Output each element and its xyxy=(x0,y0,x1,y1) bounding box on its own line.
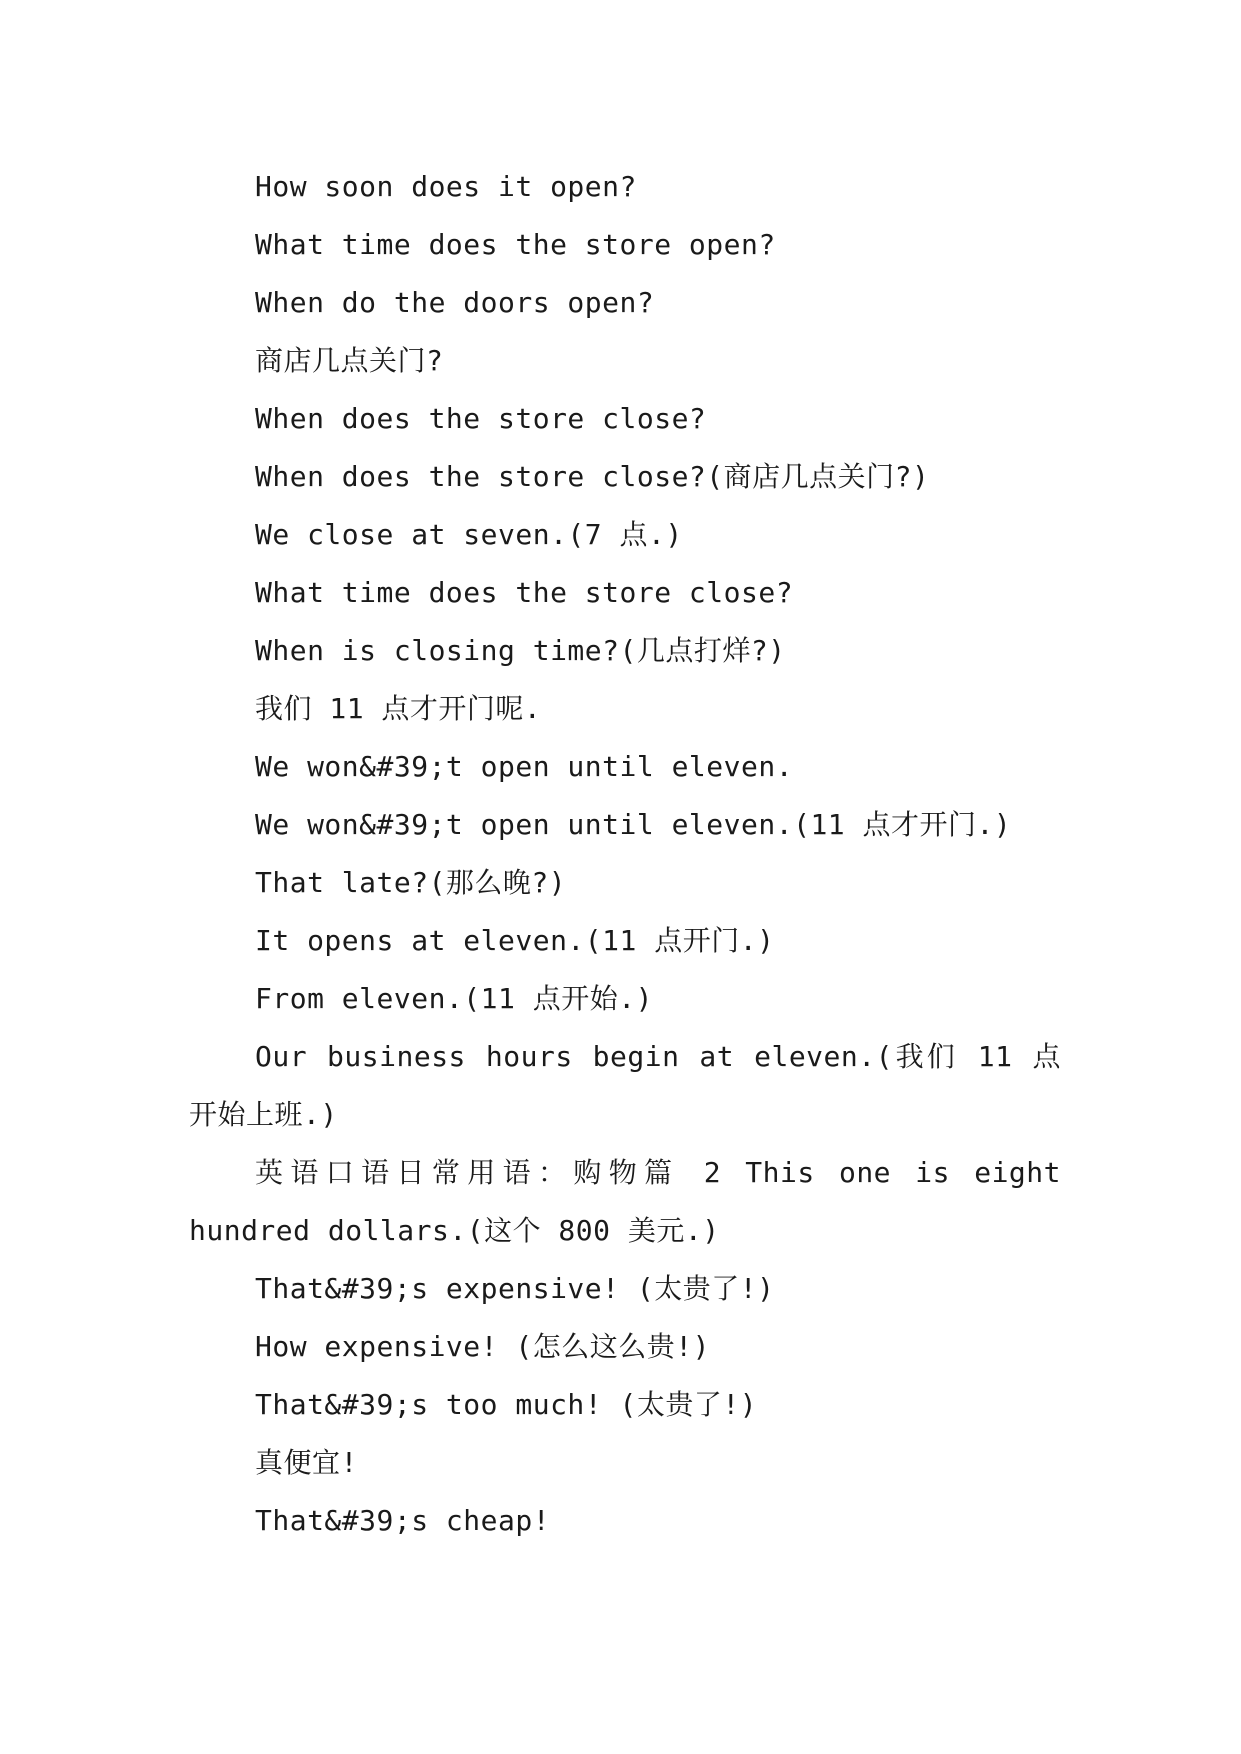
text-line: We close at seven.(7 点.) xyxy=(255,518,683,551)
text-line: How expensive! (怎么这么贵!) xyxy=(255,1330,710,1363)
text-line: When do the doors open? xyxy=(255,286,655,319)
text-line: That late?(那么晚?) xyxy=(255,866,567,899)
text-line: When does the store close? xyxy=(255,402,707,435)
text-line: That&#39;s too much! (太贵了!) xyxy=(255,1388,758,1421)
text-line: That&#39;s cheap! xyxy=(255,1504,551,1537)
text-line: We won&#39;t open until eleven.(11 点才开门.) xyxy=(255,808,1012,841)
paragraph-business-hours: Our business hours begin at eleven.(我们 11 点开始上班.) xyxy=(189,1040,1061,1131)
text-line: We won&#39;t open until eleven. xyxy=(255,750,794,783)
text-line: What time does the store close? xyxy=(255,576,794,609)
paragraph-shopping-heading: 英语口语日常用语：购物篇 2 This one is eight hundred dollars.(这个 800 美元.) xyxy=(189,1156,1061,1247)
text-line: 我们 11 点才开门呢. xyxy=(255,692,542,725)
text-line: 真便宜! xyxy=(255,1446,358,1479)
text-line: 商店几点关门? xyxy=(255,344,444,377)
document-body xyxy=(189,158,1061,1550)
text-line: When does the store close?(商店几点关门?) xyxy=(255,460,930,493)
text-line: When is closing time?(几点打烊?) xyxy=(255,634,786,667)
text-line: What time does the store open? xyxy=(255,228,776,261)
text-line: It opens at eleven.(11 点开门.) xyxy=(255,924,775,957)
text-line: That&#39;s expensive! (太贵了!) xyxy=(255,1272,775,1305)
text-line: From eleven.(11 点开始.) xyxy=(255,982,653,1015)
text-line: How soon does it open? xyxy=(255,170,637,203)
